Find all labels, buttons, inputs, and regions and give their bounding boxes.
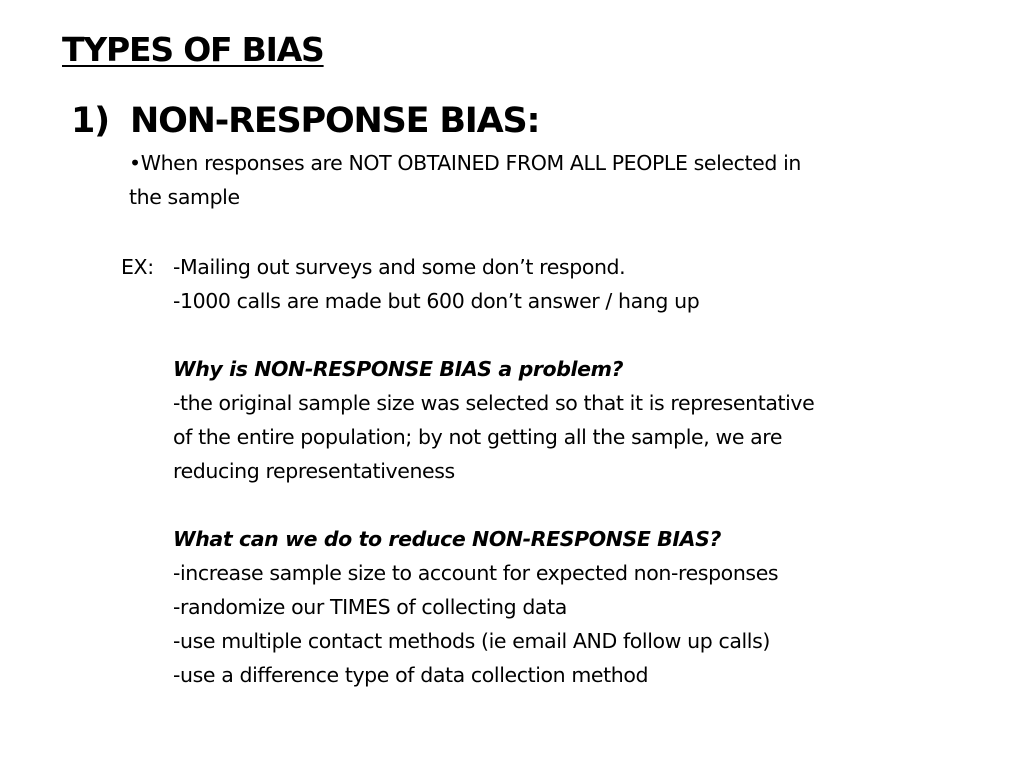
example-label: EX: [121,255,154,279]
answer-line: reducing representativeness [173,459,455,483]
solution-line: -use multiple contact methods (ie email AND follow up calls) [173,629,770,653]
example-line: -Mailing out surveys and some don’t respond. [173,255,626,279]
answer-line: -the original sample size was selected so that it is representative [173,391,815,415]
solution-line: -increase sample size to account for expected non-responses [173,561,779,585]
question-problem: Why is NON-RESPONSE BIAS a problem? [173,357,624,381]
bullet-icon: • [129,151,141,175]
definition-bullet [129,146,801,214]
slide-title: TYPES OF BIAS [62,30,324,69]
solution-line: -use a difference type of data collection method [173,663,649,687]
answer-line: of the entire population; by not getting all the sample, we are [173,425,783,449]
spacer [173,488,814,522]
question-reduce: What can we do to reduce NON-RESPONSE BIAS? [173,527,721,551]
example-line: -1000 calls are made but 600 don’t answer / hang up [173,289,700,313]
definition-line-1 [129,146,801,180]
solution-line: -randomize our TIMES of collecting data [173,595,567,619]
section-heading: NON-RESPONSE BIAS: [130,101,540,141]
definition-line-2: the sample [129,185,240,209]
heading-number: 1) [71,101,109,141]
definition-text-1: When responses are NOT OBTAINED FROM ALL PEOPLE selected in [140,151,801,175]
content-block [173,250,814,692]
spacer [173,318,814,352]
